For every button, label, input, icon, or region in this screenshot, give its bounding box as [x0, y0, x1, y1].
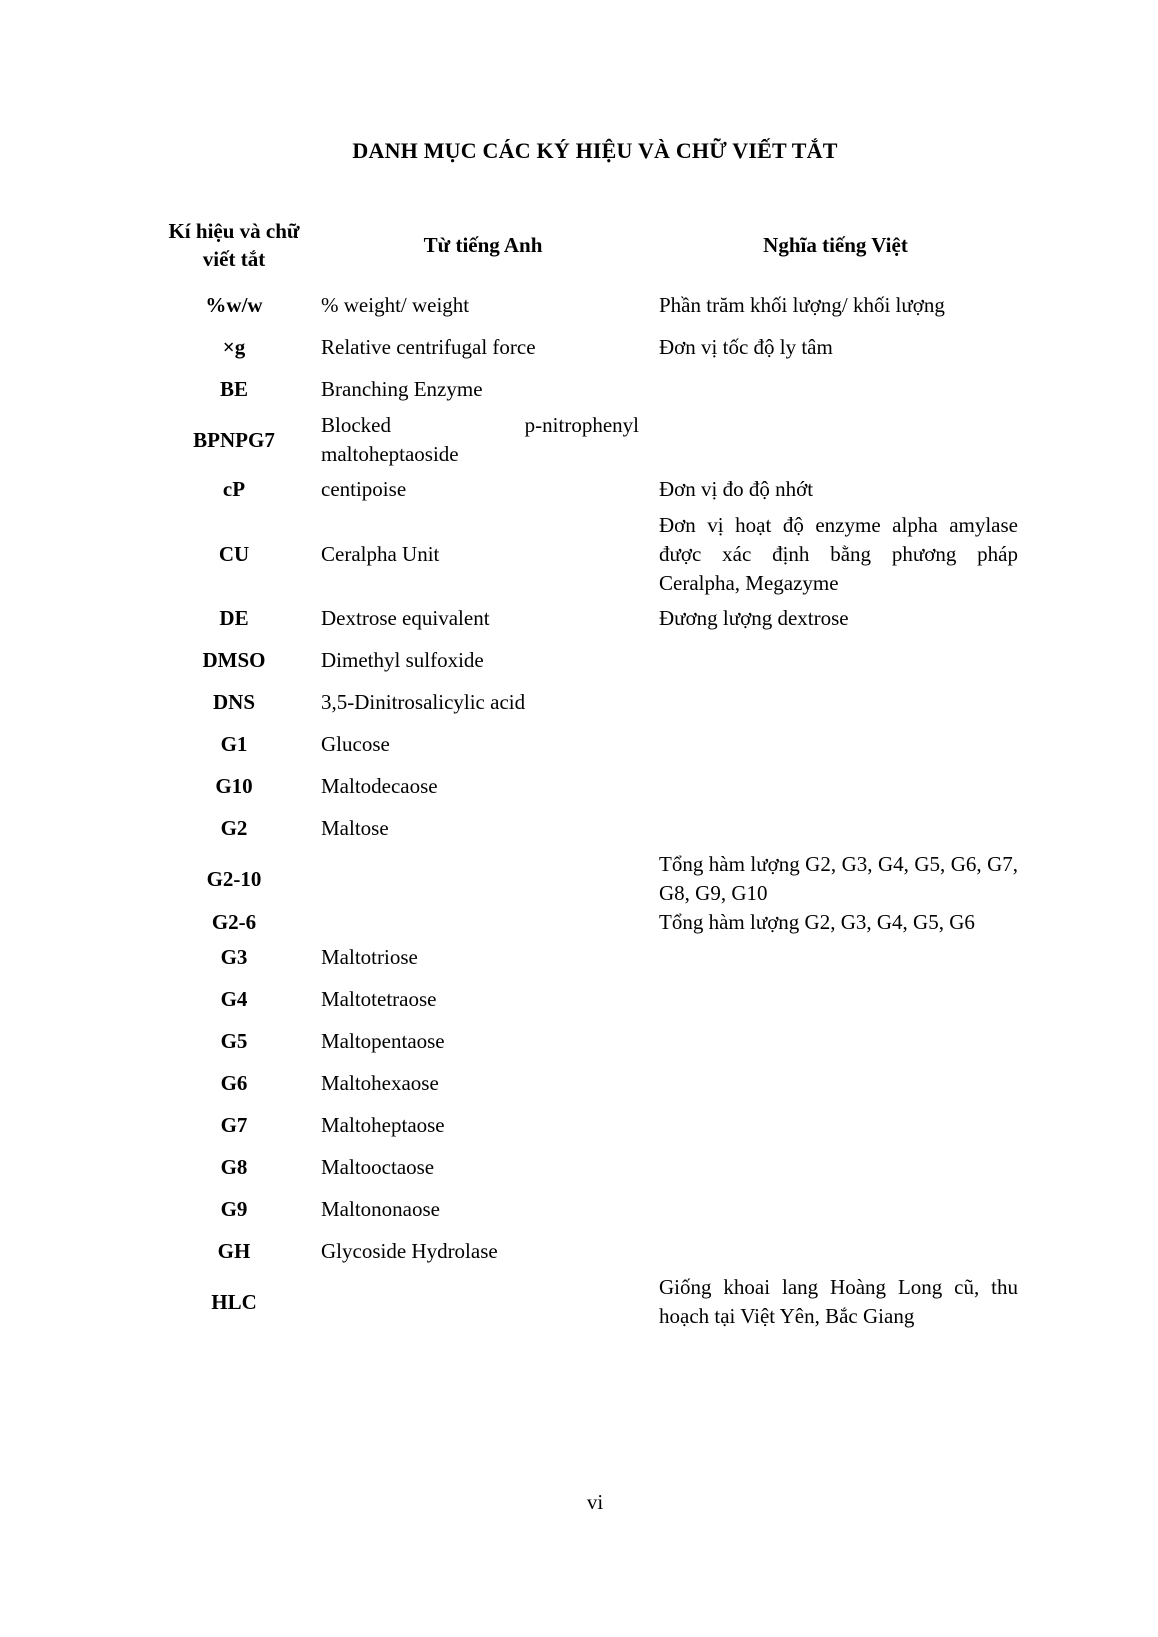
table-row: [163, 1021, 1018, 1063]
symbol-cell: HLC: [211, 1289, 257, 1314]
vietnamese-cell: Đơn vị hoạt độ enzyme alpha amylase được xác định bằng phương pháp Ceralpha, Megazyme: [659, 513, 1018, 595]
vietnamese-cell: [653, 1105, 1018, 1147]
english-cell: Maltohexaose: [321, 1071, 439, 1095]
table-row: [163, 979, 1018, 1021]
table-row: [163, 469, 1018, 511]
symbol-cell: G2-10: [206, 866, 262, 891]
table-row: [163, 411, 1018, 469]
table-row: [163, 1105, 1018, 1147]
symbol-cell: G4: [220, 987, 248, 1011]
vietnamese-cell: [653, 1021, 1018, 1063]
vietnamese-cell: [653, 411, 1018, 469]
english-cell: Relative centrifugal force: [321, 335, 536, 359]
symbol-cell: BPNPG7: [193, 427, 275, 452]
english-cell: [313, 908, 653, 937]
symbol-cell: GH: [217, 1239, 251, 1263]
vietnamese-cell: [653, 1189, 1018, 1231]
vietnamese-cell: Đơn vị tốc độ ly tâm: [659, 335, 833, 359]
abbreviation-table: [163, 205, 1018, 1331]
english-cell: Blocked p-nitrophenyl maltoheptaoside: [321, 413, 639, 466]
table-row: [163, 724, 1018, 766]
table-row: [163, 1231, 1018, 1273]
english-cell: Maltodecaose: [321, 774, 438, 798]
header-vietnamese: Nghĩa tiếng Việt: [763, 233, 908, 257]
vietnamese-cell: [653, 1231, 1018, 1273]
table-row: [163, 640, 1018, 682]
english-cell: % weight/ weight: [321, 293, 470, 317]
table-row: [163, 808, 1018, 850]
english-cell: Branching Enzyme: [321, 377, 483, 401]
table-row: [163, 937, 1018, 979]
english-cell: Maltotetraose: [321, 987, 437, 1011]
english-cell: Dimethyl sulfoxide: [321, 648, 484, 672]
symbol-cell: G10: [215, 774, 253, 798]
english-cell: Glycoside Hydrolase: [321, 1239, 498, 1263]
vietnamese-cell: [653, 1147, 1018, 1189]
vietnamese-cell: Đơn vị đo độ nhớt: [659, 477, 814, 501]
table-row: [163, 1273, 1018, 1331]
symbol-cell: G5: [220, 1029, 248, 1053]
table-row: [163, 1189, 1018, 1231]
english-cell: Ceralpha Unit: [321, 542, 440, 566]
vietnamese-cell: Tổng hàm lượng G2, G3, G4, G5, G6, G7, G8, G9, G10: [659, 852, 1018, 905]
vietnamese-cell: [653, 724, 1018, 766]
table-row: [163, 766, 1018, 808]
vietnamese-cell: Giống khoai lang Hoàng Long cũ, thu hoạch tại Việt Yên, Bắc Giang: [659, 1275, 1018, 1328]
table-row: [163, 369, 1018, 411]
english-cell: Dextrose equivalent: [321, 606, 490, 630]
english-cell: Maltotriose: [321, 945, 418, 969]
table-row: [163, 598, 1018, 640]
vietnamese-cell: [653, 808, 1018, 850]
table-row: [163, 285, 1018, 327]
symbol-cell: DNS: [212, 690, 255, 714]
table-row: [163, 682, 1018, 724]
symbol-cell: %w/w: [205, 293, 263, 317]
english-cell: Glucose: [321, 732, 390, 756]
vietnamese-cell: Phần trăm khối lượng/ khối lượng: [659, 293, 945, 317]
table-row: [163, 850, 1018, 908]
vietnamese-cell: [653, 1063, 1018, 1105]
header-english: Từ tiếng Anh: [423, 233, 543, 257]
english-cell: Maltoheptaose: [321, 1113, 445, 1137]
vietnamese-cell: [653, 937, 1018, 979]
symbol-cell: DMSO: [202, 648, 266, 672]
table-row: [163, 1063, 1018, 1105]
english-cell: Maltooctaose: [321, 1155, 435, 1179]
symbol-cell: G6: [220, 1071, 248, 1095]
vietnamese-cell: Tổng hàm lượng G2, G3, G4, G5, G6: [659, 910, 975, 934]
symbol-cell: G1: [220, 732, 248, 756]
symbol-cell: CU: [218, 542, 250, 566]
page-number: vi: [586, 1490, 604, 1514]
symbol-cell: G2: [220, 816, 248, 840]
english-cell: [313, 1273, 653, 1331]
vietnamese-cell: [653, 640, 1018, 682]
english-cell: centipoise: [321, 477, 407, 501]
vietnamese-cell: [653, 369, 1018, 411]
vietnamese-cell: [653, 766, 1018, 808]
english-cell: Maltopentaose: [321, 1029, 445, 1053]
english-cell: 3,5-Dinitrosalicylic acid: [321, 690, 526, 714]
symbol-cell: ×g: [222, 335, 246, 359]
symbol-cell: G9: [220, 1197, 248, 1221]
english-cell: Maltononaose: [321, 1197, 440, 1221]
symbol-cell: DE: [219, 606, 249, 630]
symbol-cell: G8: [220, 1155, 248, 1179]
vietnamese-cell: [653, 979, 1018, 1021]
table-header-row: [163, 205, 1018, 285]
table-row: [163, 908, 1018, 937]
header-symbol: Kí hiệu và chữ viết tắt: [168, 219, 300, 271]
table-row: [163, 1147, 1018, 1189]
vietnamese-cell: Đương lượng dextrose: [659, 606, 849, 630]
symbol-cell: BE: [219, 377, 248, 401]
symbol-cell: cP: [222, 477, 246, 501]
vietnamese-cell: [653, 682, 1018, 724]
page-title: DANH MỤC CÁC KÝ HIỆU VÀ CHỮ VIẾT TẮT: [352, 138, 838, 163]
english-cell: [313, 850, 653, 908]
symbol-cell: G3: [220, 945, 248, 969]
english-cell: Maltose: [321, 816, 389, 840]
symbol-cell: G2-6: [211, 910, 257, 934]
table-row: [163, 511, 1018, 598]
table-row: [163, 327, 1018, 369]
symbol-cell: G7: [220, 1113, 248, 1137]
